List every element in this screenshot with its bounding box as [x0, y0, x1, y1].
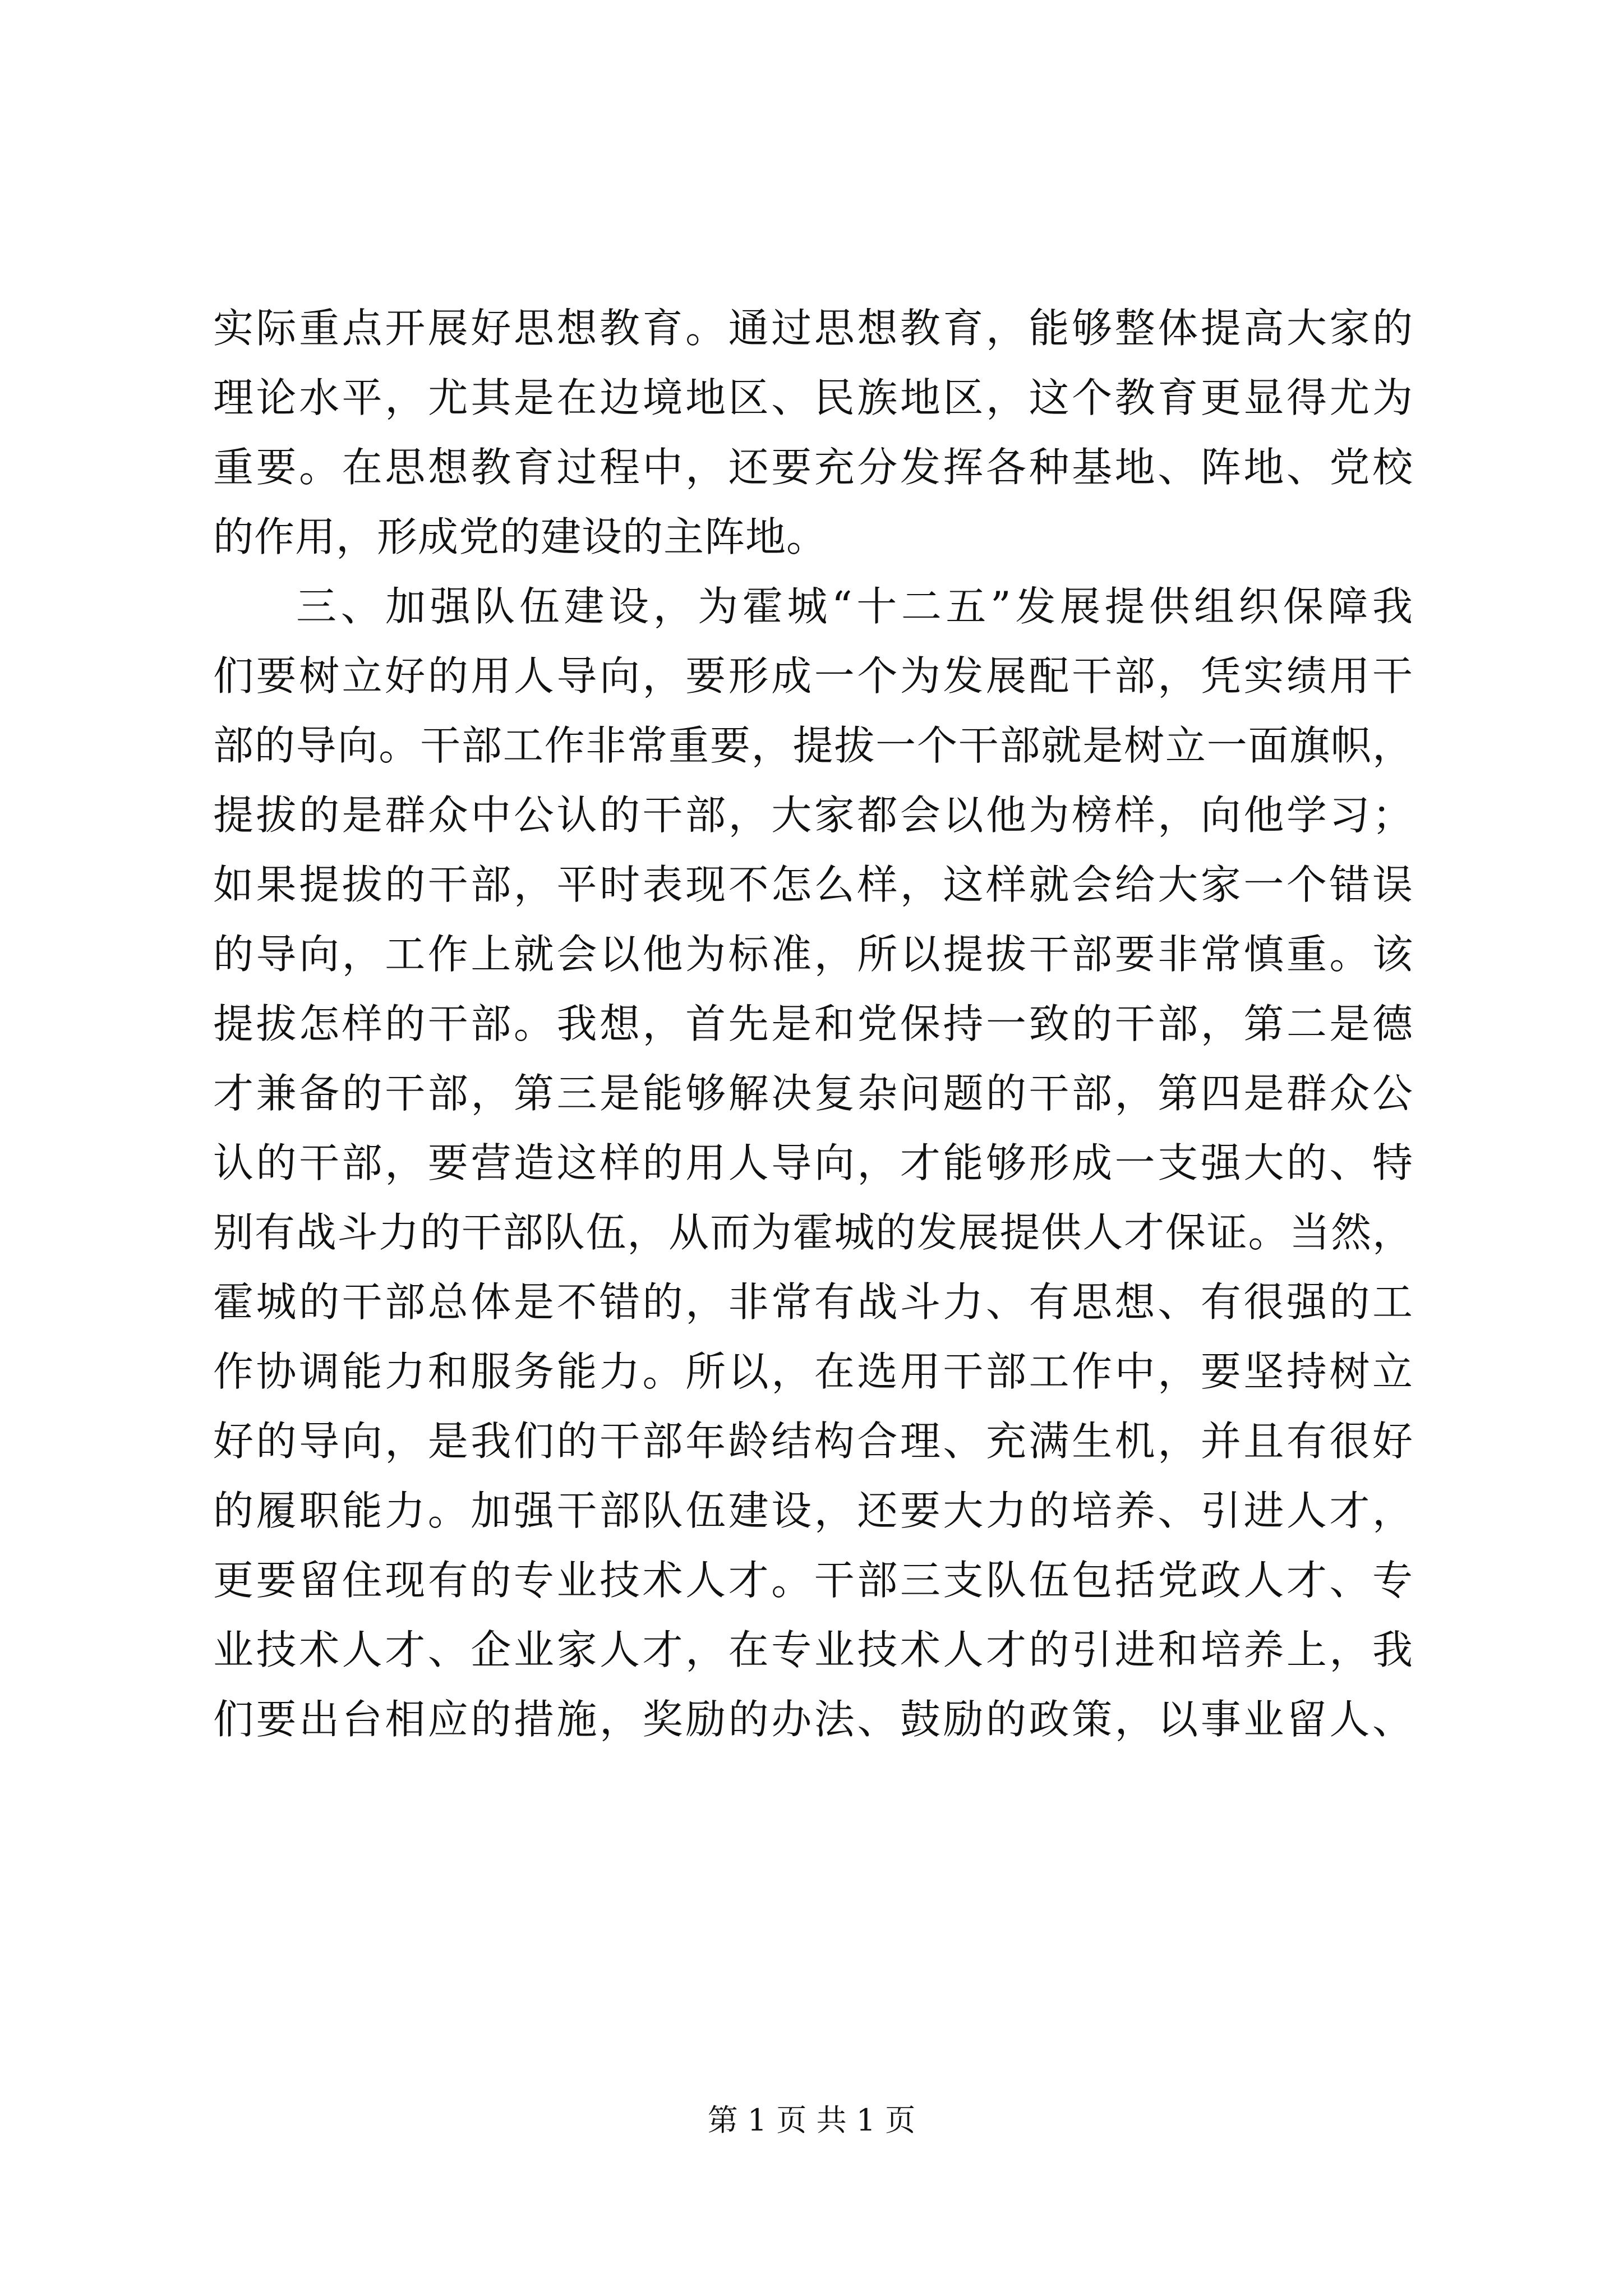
body-line-16: 作协调能力和服务能力。所以，在选用干部工作中，要坚持树立 — [213, 1348, 1413, 1395]
body-line-7: 部的导向。干部工作非常重要，提拔一个干部就是树立一面旗帜， — [213, 722, 1413, 769]
body-line-12: 才兼备的干部，第三是能够解决复杂问题的干部，第四是群众公 — [213, 1070, 1413, 1117]
body-line-6: 们要树立好的用人导向，要形成一个为发展配干部，凭实绩用干 — [213, 652, 1413, 700]
body-line-8: 提拔的是群众中公认的干部，大家都会以他为榜样，向他学习； — [213, 792, 1413, 839]
body-line-10: 的导向，工作上就会以他为标准，所以提拔干部要非常慎重。该 — [213, 931, 1413, 978]
body-line-17: 好的导向，是我们的干部年龄结构合理、充满生机，并且有很好 — [213, 1418, 1413, 1465]
body-line-21: 们要出台相应的措施，奖励的办法、鼓励的政策，以事业留人、 — [213, 1696, 1413, 1743]
body-line-19: 更要留住现有的专业技术人才。干部三支队伍包括党政人才、专 — [213, 1557, 1413, 1604]
body-line-2: 理论水平，尤其是在边境地区、民族地区，这个教育更显得尤为 — [213, 374, 1413, 421]
page-footer: 第 1 页 共 1 页 — [707, 2102, 916, 2138]
section-heading-line: 三、加强队伍建设，为霍城“十二五”发展提供组织保障我 — [296, 583, 1413, 630]
body-line-4: 的作用，形成党的建设的主阵地。 — [213, 513, 828, 560]
body-line-11: 提拔怎样的干部。我想，首先是和党保持一致的干部，第二是德 — [213, 1000, 1413, 1047]
body-line-3: 重要。在思想教育过程中，还要充分发挥各种基地、阵地、党校 — [213, 444, 1413, 491]
body-line-1: 实际重点开展好思想教育。通过思想教育，能够整体提高大家的 — [213, 305, 1413, 352]
body-line-18: 的履职能力。加强干部队伍建设，还要大力的培养、引进人才， — [213, 1487, 1413, 1534]
body-line-13: 认的干部，要营造这样的用人导向，才能够形成一支强大的、特 — [213, 1139, 1413, 1186]
body-line-14: 别有战斗力的干部队伍，从而为霍城的发展提供人才保证。当然， — [213, 1209, 1413, 1256]
body-line-15: 霍城的干部总体是不错的，非常有战斗力、有思想、有很强的工 — [213, 1278, 1413, 1326]
body-line-9: 如果提拔的干部，平时表现不怎么样，这样就会给大家一个错误 — [213, 861, 1413, 908]
body-line-20: 业技术人才、企业家人才，在专业技术人才的引进和培养上，我 — [213, 1626, 1413, 1673]
